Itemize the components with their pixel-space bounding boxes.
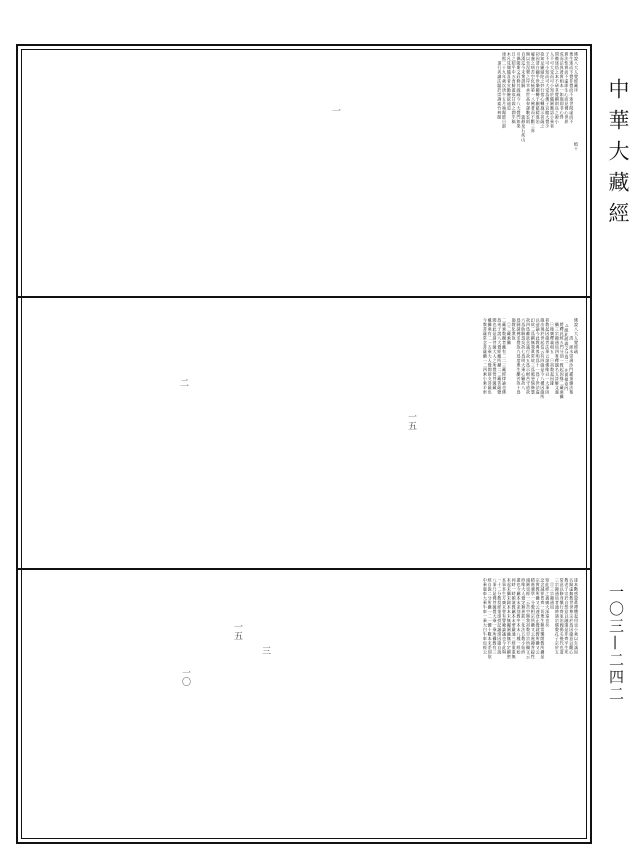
line-marker: 一〇: [180, 668, 190, 686]
text-column: 木凡見聞隨喜者宣勤臉砍迪焉: [506, 52, 512, 111]
text-column: 攝三宗趣通局四畧釋題名五詳解文義: [554, 318, 560, 395]
text-column: 二藏乘敎攝者藏有二二三藏經律論也佛: [502, 318, 508, 395]
text-column: 聞也此是諸菩薩大人之所覺悟菩薩藏: [492, 318, 498, 390]
text-column: 無以至涅槃之岸幸承世高奉譯數室則: [526, 52, 532, 124]
text-column: 佛說八大人覺經藏序 植十: [574, 52, 579, 151]
text-column: 今教菩薩常念菩薩攝一二四乘小乘羊車: [482, 318, 488, 395]
text-column: 宗實敎所攝又云速登正覺就敎所攝又云: [535, 578, 541, 655]
text-column: 人不可大受而可小知於隨圓應語小乘者: [550, 52, 556, 129]
register-bottom: [30, 578, 578, 818]
register-top: [30, 52, 578, 292]
text-column: 精進廣學一分敎相宗所攝又云進趣菩提性: [530, 578, 536, 659]
text-column: 康熙二十九年歲次庚午五月端陽節日湛: [502, 52, 508, 129]
text-column: 達本斷惑證眞禪體起用也小乘以生滅因: [574, 578, 579, 655]
text-column: 實法性實而不虛即生心而見佛心世界: [564, 52, 570, 124]
text-column: 癡慮之病苦空化極第一八佛著而不斷三界: [530, 52, 536, 133]
text-column: ㊀後廣釋義相五 ㊀初敎起因緣: [550, 318, 556, 386]
text-column: 以造論今此敎典畧明爲十一爲了世法虛: [535, 318, 541, 395]
register-middle: [30, 318, 578, 558]
text-column: 成而法界著實相本一如現即非心得: [559, 52, 565, 120]
line-marker: 一五: [232, 622, 242, 640]
text-column: 緣出現於世起信云有四緣是今八種因緣所: [540, 318, 546, 399]
register-divider-2: [16, 568, 592, 570]
text-column: 佛說八大人覺經疏: [574, 318, 579, 354]
text-column: 名歸虛無敎世世尊宗於爲因緣意以觀心: [569, 578, 575, 655]
line-marker: 一: [330, 106, 340, 115]
text-column: 畫也今屬本末差別敎中本末八種一經始: [516, 578, 522, 655]
text-column: 經自說二分所攝一二一體十數本末差別依: [487, 578, 493, 659]
text-column: 衆生迷而不覺非覺而不迷世間虛而不: [569, 52, 575, 124]
text-column: 中乘鹿車大乘牛車一乘大白牛車也經云: [482, 578, 488, 655]
text-column: 清 浙水崇壽沙門灌頂續法集: [569, 318, 575, 395]
text-column: 六爲助解怨吳故七爲明大乘心顧故八: [521, 318, 527, 390]
page-number: 一〇三—二四二: [607, 584, 625, 703]
text-column: 問徹迷悟之本不研其覺顯則良之源小: [554, 52, 560, 124]
text-column: 初敎起因緣者法華云諸佛唯以一大事因: [545, 318, 551, 395]
text-column: 同時一時頓演敎屬本末華嚴通三經重重無: [511, 578, 517, 659]
text-column: 爲弟子說八大覺經藏所攝二二藏菩薩聲: [497, 318, 503, 395]
text-column: 常意以修身愼行齊家治國揚名後代也道: [559, 578, 565, 655]
text-column: 藏攝乘有二一五乘大人覺開薛支菩薩也: [487, 318, 493, 395]
text-column: 將釋此經五門分別一敎起因緣二藏乘攝: [559, 318, 565, 399]
register-divider-1: [16, 296, 592, 298]
text-column: 念念滅罪普齊一切衆生無常樂開敎所攝是: [540, 578, 546, 659]
text-column: 初因清白翻乎世樂關轉于顯慈精進治: [535, 52, 541, 124]
text-column: 終唯大人覺定無異鉄三化法五敎小始終: [521, 578, 527, 655]
text-column: △疏此經義文分爲二 先畧標章門: [564, 318, 570, 391]
line-marker: 二: [178, 378, 188, 387]
text-column: 子不可小知而可大受爲佛子宜隨大覺少: [545, 52, 551, 129]
text-column: 敎老子宗於自然意以融蕩是非齊平生死: [564, 578, 570, 655]
text-column: 日之昭乎中五育勝蓋似甘霖之潤乎稿: [511, 52, 517, 124]
text-column: 三宗趣通局者通辨諸宗儒敎孔子宗於五: [554, 578, 560, 655]
text-column: 本起末攝末歸本本末無礙圓融無不定顯密: [506, 578, 512, 659]
text-column: 一十二分敎契經重頌授記諷頌因緣自說: [497, 578, 503, 655]
text-column: 施敎化衆故: [511, 318, 517, 341]
text-column: 川偶閱斯文莊修其疏疏今八大覺門如果: [516, 52, 522, 129]
collection-title: 中華大藏經: [606, 78, 630, 233]
text-column: 自漢迄今未衆訓解 逝靜泉石疾山: [521, 52, 527, 142]
text-column: 知此經之義廣大深遠也矣: [545, 578, 551, 628]
text-column: ㊁二藏乘攝: [506, 318, 512, 345]
line-marker: 一五: [406, 412, 416, 430]
text-column: 本事本生方廣未曾有譬喩論議也今此與: [502, 578, 508, 655]
text-column: 欲知足顯頭陀之妙行捨心轉施示菩薩之: [540, 52, 546, 129]
text-column: 頂行者識法題於崇壽索竹林閣: [497, 52, 503, 120]
text-column: 八事乃是佛菩薩覺大乘一乘所攝敎有三: [492, 578, 498, 655]
text-column: 故四爲離欲息滅行故五爲示耐苦守道故: [526, 318, 532, 395]
line-marker: 三: [260, 646, 270, 655]
text-column: 幻故二爲顯無我眞常故三爲破惡惱修慧: [530, 318, 536, 395]
text-column: 爲圓諸佛求覺故九爲度衆生離苦故十爲: [516, 318, 522, 395]
text-column: 頭圓也經一云苦空無我初敎空宗所攝又云: [526, 578, 532, 659]
text-column: ㊂三宗趣通局: [550, 578, 556, 610]
